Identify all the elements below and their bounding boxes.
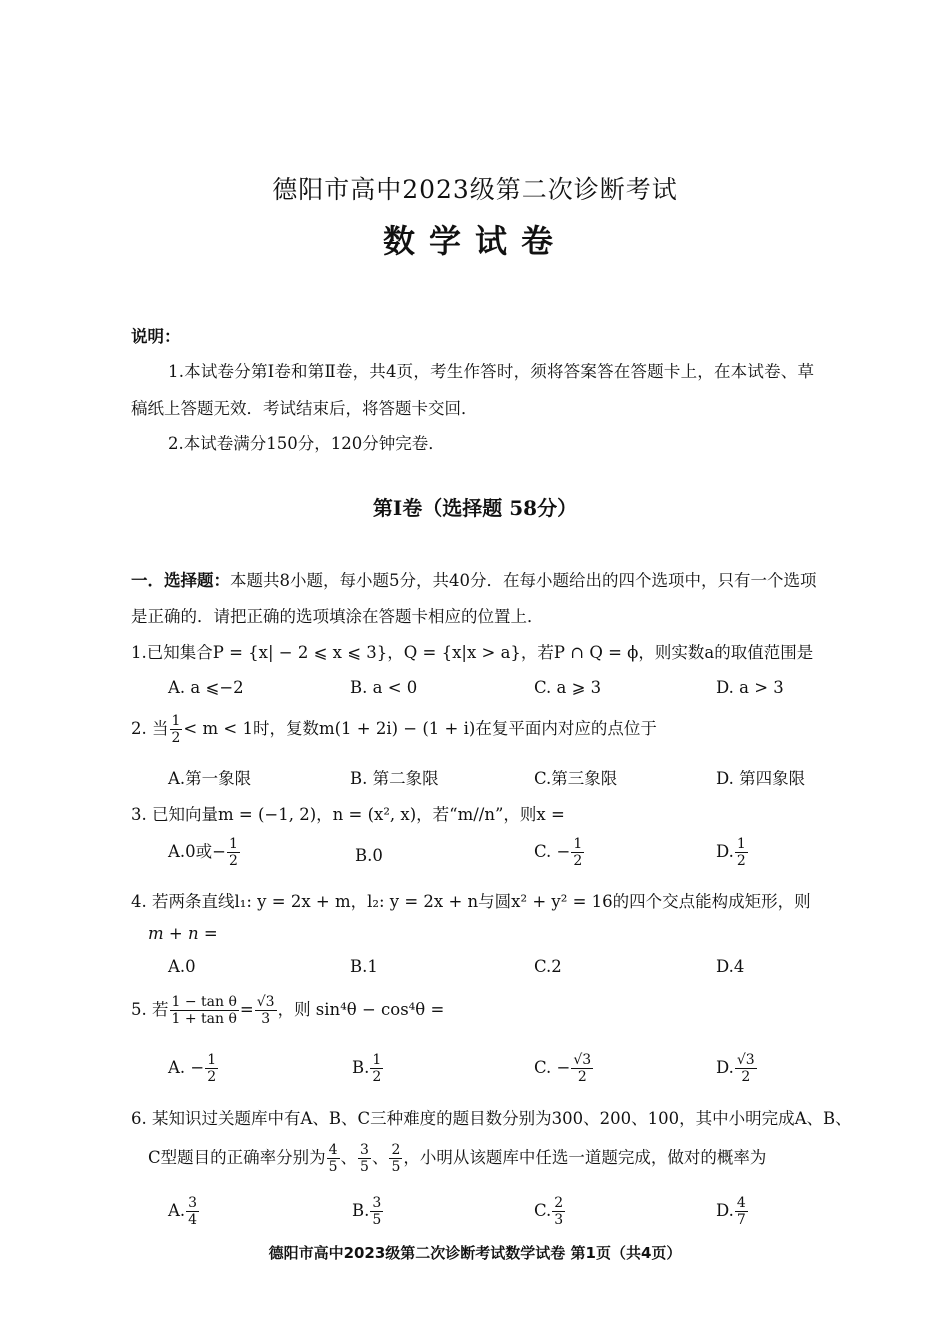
section-title: 第Ⅰ卷（选择题 58分）	[372, 496, 578, 520]
q6-d-den: 7	[736, 1212, 746, 1228]
q6-f1-num: 4	[328, 1142, 338, 1158]
q3-a-pre: A.0或−	[168, 842, 226, 861]
q6-b-den: 5	[372, 1212, 382, 1228]
q5-post: ，则 sin⁴θ − cos⁴θ =	[277, 1000, 445, 1019]
q6-f2-den: 5	[360, 1159, 369, 1175]
q1-option-a: A. a ⩽−2	[168, 678, 244, 697]
q3-a-den: 2	[228, 853, 238, 869]
q5-a-pre: A. −	[168, 1058, 205, 1077]
q3-d-den: 2	[736, 853, 746, 869]
q5-c-fraction	[571, 1052, 593, 1085]
q6-sep-2: 、	[371, 1148, 389, 1167]
question-6-line-2	[148, 1142, 766, 1175]
q3-d-num: 1	[736, 836, 746, 852]
q6-option-c	[534, 1195, 566, 1228]
q2-pre: 2. 当	[131, 719, 169, 738]
q6-b-fraction	[370, 1195, 383, 1228]
section-heading-text: 本题共8小题，每小题5分，共40分．在每小题给出的四个选项中，只有一个选项	[230, 571, 817, 590]
q4-option-b: B.1	[350, 957, 378, 976]
q6-a-fraction	[186, 1195, 199, 1228]
q5-c-num: √3	[573, 1052, 592, 1068]
section-heading-line-1	[131, 567, 817, 591]
q1-option-c: C. a ⩾ 3	[534, 678, 602, 697]
q5-b-num: 1	[372, 1052, 382, 1068]
q6-b-num: 3	[372, 1195, 382, 1211]
section-heading-line-2: 是正确的．请把正确的选项填涂在答题卡相应的位置上．	[131, 607, 544, 626]
q5-option-c	[534, 1052, 594, 1085]
q5-c-pre: C. −	[534, 1058, 571, 1077]
q5-option-b	[352, 1052, 384, 1085]
q1-option-d: D. a > 3	[716, 678, 784, 697]
question-4-line-2: m + n =	[148, 924, 218, 943]
q6-c-num: 2	[554, 1195, 564, 1211]
q5-b-pre: B.	[352, 1058, 370, 1077]
question-4-line-1: 4. 若两条直线l₁: y = 2x + m，l₂: y = 2x + n与圆x² + y² = 16的四个交点能构成矩形，则	[131, 892, 811, 911]
q6-c-den: 3	[554, 1212, 564, 1228]
q5-rhs-den: 3	[261, 1011, 271, 1027]
q2-frac-den: 2	[171, 730, 181, 746]
q5-rhs-fraction	[255, 994, 277, 1027]
instruction-1-line-1: 1.本试卷分第Ⅰ卷和第Ⅱ卷，共4页，考生作答时，须将答案答在答题卡上，在本试卷、草	[168, 362, 815, 381]
q3-c-num: 1	[573, 836, 583, 852]
q5-eq: =	[239, 1000, 254, 1019]
q6-c-pre: C.	[534, 1201, 552, 1220]
q5-rhs-num: √3	[256, 994, 275, 1010]
q4-option-a: A.0	[168, 957, 196, 976]
question-1-stem: 1.已知集合P = {x| − 2 ⩽ x ⩽ 3}，Q = {x|x > a}，若P ∩ Q = ϕ，则实数a的取值范围是	[131, 643, 814, 662]
question-6-line-1: 6. 某知识过关题库中有A、B、C三种难度的题目数分别为300、200、100，其中小明完成A、B、	[131, 1109, 852, 1128]
q5-a-den: 2	[207, 1069, 217, 1085]
question-3-stem: 3. 已知向量m = (−1, 2)，n = (x², x)，若“m//n”，则x =	[131, 805, 565, 824]
q5-pre: 5. 若	[131, 1000, 169, 1019]
paper-subtitle: 数学试卷	[382, 222, 567, 260]
q6-f2-num: 3	[360, 1142, 369, 1158]
q5-d-den: 2	[741, 1069, 751, 1085]
q6-f3-den: 5	[391, 1159, 401, 1175]
q3-option-a	[168, 836, 241, 869]
q5-d-num: √3	[736, 1052, 755, 1068]
q5-d-pre: D.	[716, 1058, 734, 1077]
q2-option-b: B. 第二象限	[350, 769, 439, 788]
q3-option-c	[534, 836, 585, 869]
q6-sep-1: 、	[340, 1148, 358, 1167]
q1-option-b: B. a < 0	[350, 678, 418, 697]
q5-d-fraction	[735, 1052, 757, 1085]
instruction-1-line-2: 稿纸上答题无效．考试结束后，将答题卡交回．	[131, 399, 478, 418]
section-heading-bold: 一．选择题：	[131, 571, 230, 590]
q4-option-d: D.4	[716, 957, 745, 976]
q2-option-c: C.第三象限	[534, 769, 618, 788]
q6-line2-post: ，小明从该题库中任选一道题完成，做对的概率为	[403, 1148, 767, 1167]
q5-c-den: 2	[577, 1069, 587, 1085]
q3-d-pre: D.	[716, 842, 734, 861]
question-2-stem	[131, 713, 657, 746]
q5-lhs-fraction	[170, 994, 239, 1027]
q2-frac-num: 1	[171, 713, 181, 729]
instructions-label: 说明：	[131, 327, 181, 346]
q6-a-pre: A.	[168, 1201, 186, 1220]
q6-b-pre: B.	[352, 1201, 370, 1220]
q6-d-num: 4	[736, 1195, 746, 1211]
q3-option-d	[716, 836, 749, 869]
q3-c-den: 2	[573, 853, 583, 869]
q6-option-a	[168, 1195, 200, 1228]
q6-a-num: 3	[188, 1195, 198, 1211]
instruction-2: 2.本试卷满分150分，120分钟完卷．	[168, 434, 445, 453]
exam-title: 德阳市高中2023级第二次诊断考试	[272, 175, 678, 204]
q6-c-fraction	[552, 1195, 565, 1228]
q6-frac-3	[389, 1142, 402, 1175]
q5-option-d	[716, 1052, 758, 1085]
q5-b-den: 2	[372, 1069, 382, 1085]
q6-line2-pre: C型题目的正确率分别为	[148, 1148, 326, 1167]
q5-lhs-den: 1 + tan θ	[171, 1011, 237, 1027]
q3-a-num: 1	[228, 836, 238, 852]
q5-a-num: 1	[207, 1052, 217, 1068]
q6-f1-den: 5	[328, 1159, 338, 1175]
q2-post: < m < 1时，复数m(1 + 2i) − (1 + i)在复平面内对应的点位于	[183, 719, 657, 738]
q5-b-fraction	[370, 1052, 383, 1085]
q2-option-a: A.第一象限	[168, 769, 252, 788]
question-5-stem	[131, 994, 444, 1027]
q6-f3-num: 2	[391, 1142, 401, 1158]
q5-option-a	[168, 1052, 219, 1085]
q2-option-d: D. 第四象限	[716, 769, 806, 788]
q2-fraction	[170, 713, 183, 746]
q6-option-b	[352, 1195, 384, 1228]
q3-option-b: B.0	[355, 846, 383, 865]
q6-a-den: 4	[188, 1212, 198, 1228]
q3-c-pre: C. −	[534, 842, 571, 861]
q6-d-fraction	[735, 1195, 748, 1228]
q6-frac-2	[358, 1142, 371, 1175]
q3-d-fraction	[735, 836, 748, 869]
q3-a-fraction	[227, 836, 240, 869]
q4-option-c: C.2	[534, 957, 562, 976]
q6-option-d	[716, 1195, 749, 1228]
q6-frac-1	[327, 1142, 340, 1175]
q6-d-pre: D.	[716, 1201, 734, 1220]
q5-a-fraction	[205, 1052, 218, 1085]
page-footer: 德阳市高中2023级第二次诊断考试数学试卷 第1页（共4页）	[268, 1244, 682, 1262]
q3-c-fraction	[571, 836, 584, 869]
q5-lhs-num: 1 − tan θ	[171, 994, 237, 1010]
